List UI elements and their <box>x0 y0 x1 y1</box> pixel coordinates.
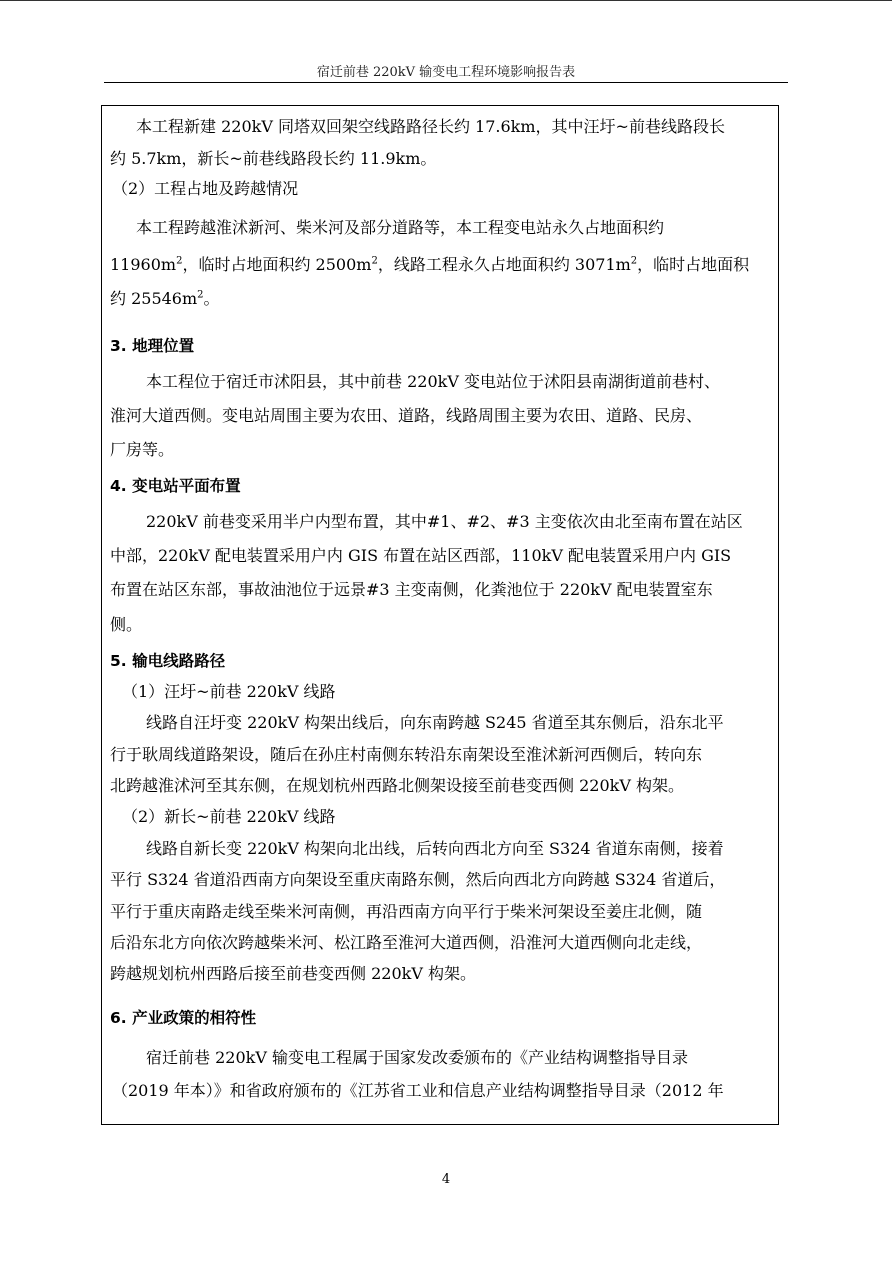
section-3-heading: 3. 地理位置 <box>110 337 195 355</box>
section-5-text-5: 平行 S324 省道沿西南方向架设至重庆南路东侧，然后向西北方向跨越 S324 省道后， <box>110 870 726 889</box>
header-rule <box>104 82 788 83</box>
section-5-text-1: 线路自汪圩变 220kV 构架出线后，向东南跨越 S245 省道至其东侧后，沿东北平 <box>146 713 724 732</box>
section-3-text-2: 淮河大道西侧。变电站周围主要为农田、道路，线路周围主要为农田、道路、民房、 <box>110 406 703 425</box>
section-5-text-7: 后沿东北方向依次跨越柴米河、松江路至淮河大道西侧，沿淮河大道西侧向北走线， <box>110 933 703 952</box>
section-3-text-3: 厂房等。 <box>110 440 175 459</box>
section-5-heading: 5. 输电线路路径 <box>110 652 226 670</box>
section-5-text-8: 跨越规划杭州西路后接至前巷变西侧 220kV 构架。 <box>110 964 476 983</box>
section-4-text-1: 220kV 前巷变采用半户内型布置，其中#1、#2、#3 主变依次由北至南布置在站区 <box>146 512 743 531</box>
section-5-text-6: 平行于重庆南路走线至柴米河南侧，再沿西南方向平行于柴米河架设至姜庄北侧，随 <box>110 902 703 921</box>
section-6-text-2: （2019 年本）》和省政府颁布的《江苏省工业和信息产业结构调整指导目录（2012 年 <box>112 1081 724 1100</box>
page-number: 4 <box>441 1172 451 1187</box>
line-route-text-1: 本工程新建 220kV 同塔双回架空线路路径长约 17.6km，其中汪圩~前巷线路段长 <box>136 117 725 136</box>
section-3-text-1: 本工程位于宿迁市沭阳县，其中前巷 220kV 变电站位于沭阳县南湖街道前巷村、 <box>146 372 720 391</box>
section-6-text-1: 宿迁前巷 220kV 输变电工程属于国家发改委颁布的《产业结构调整指导目录 <box>146 1048 688 1067</box>
line-route-text-2: 约 5.7km，新长~前巷线路段长约 11.9km。 <box>110 149 437 168</box>
section-5-text-2: 行于耿周线道路架设，随后在孙庄村南侧东转沿东南架设至淮沭新河西侧后，转向东 <box>110 745 703 764</box>
subheading-land-crossing: （2）工程占地及跨越情况 <box>112 179 299 198</box>
land-text-3: 约 $25546m^2$。 <box>110 289 220 308</box>
page-top-border <box>0 0 892 1</box>
section-5-text-4: 线路自新长变 220kV 构架向北出线，后转向西北方向至 S324 省道东南侧，接着 <box>146 839 724 858</box>
land-text-2: $11960m^2$，临时占地面积约 $2500m^2$，线路工程永久占地面积约 $3071m^2$，临时占地面积 <box>110 255 750 274</box>
section-5-subheading-1: （1）汪圩~前巷 220kV 线路 <box>122 682 336 701</box>
section-4-text-4: 侧。 <box>110 615 143 634</box>
section-4-text-2: 中部，220kV 配电装置采用户内 GIS 布置在站区西部，110kV 配电装置采用户内 GIS <box>110 546 732 565</box>
section-5-subheading-2: （2）新长~前巷 220kV 线路 <box>122 807 336 826</box>
section-6-heading: 6. 产业政策的相符性 <box>110 1009 257 1027</box>
section-5-text-3: 北跨越淮沭河至其东侧，在规划杭州西路北侧架设接至前巷变西侧 220kV 构架。 <box>110 776 684 795</box>
running-header-title: 宿迁前巷 220kV 输变电工程环境影响报告表 <box>316 65 576 80</box>
section-4-heading: 4. 变电站平面布置 <box>110 477 241 495</box>
section-4-text-3: 布置在站区东部，事故油池位于远景#3 主变南侧，化粪池位于 220kV 配电装置室东 <box>110 580 713 599</box>
land-text-1: 本工程跨越淮沭新河、柴米河及部分道路等，本工程变电站永久占地面积约 <box>136 218 665 237</box>
